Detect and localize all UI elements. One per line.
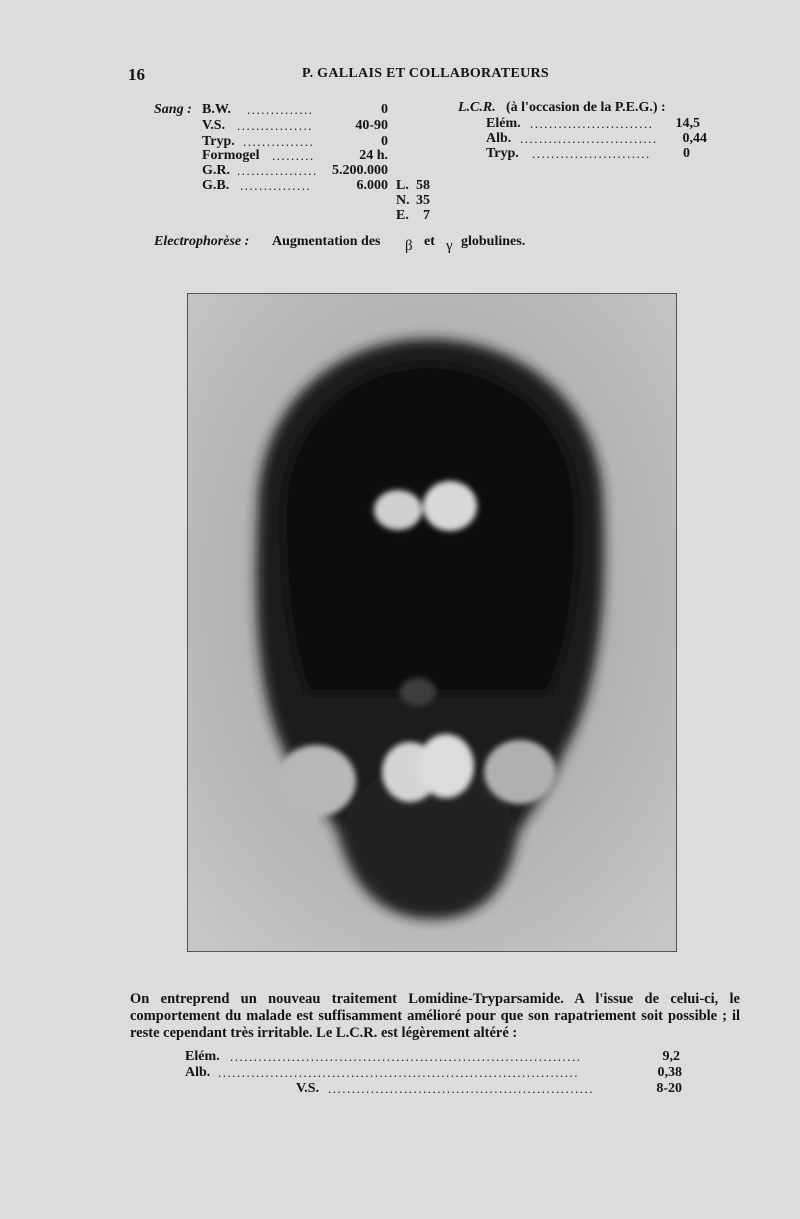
formula-value: 35 [416, 193, 430, 208]
blood-row-label: Formogel [202, 148, 260, 163]
lcr-row-value: 14,5 [675, 116, 700, 131]
blood-row-value: 0 [381, 134, 388, 149]
leader-dots: ......... [272, 148, 315, 163]
leader-dots: ......................... [532, 146, 651, 161]
skull-xray-image [187, 293, 677, 952]
result-label: Elém. [185, 1049, 220, 1064]
leader-dots: ................ [237, 118, 313, 133]
blood-row-value: 24 h. [359, 148, 388, 163]
formula-label: E. [396, 208, 409, 223]
formula-value: 7 [423, 208, 430, 223]
blood-row-value: 5.200.000 [332, 163, 388, 178]
lcr-row-label: Alb. [486, 131, 512, 146]
lcr-row-value: 0 [683, 146, 690, 161]
blood-row-label: B.W. [202, 102, 232, 117]
lcr-row-value: 0,44 [682, 131, 707, 146]
leader-dots: ........................................................ [328, 1081, 594, 1096]
result-label: V.S. [296, 1081, 320, 1096]
lcr-row-label: Elém. [486, 116, 521, 131]
beta-symbol: β [405, 238, 413, 254]
blood-row-label: G.R. [202, 163, 230, 178]
blood-row-label: G.B. [202, 178, 230, 193]
blood-row-label: Tryp. [202, 134, 235, 149]
leader-dots: ............... [243, 134, 315, 149]
result-label: Alb. [185, 1065, 211, 1080]
leader-dots: .............. [247, 102, 314, 117]
result-value: 8-20 [656, 1081, 682, 1096]
blood-row-value: 0 [381, 102, 388, 117]
electrophoresis-label: Electrophorèse : [154, 234, 250, 249]
lcr-heading: L.C.R. [458, 100, 496, 115]
blood-row-label: V.S. [202, 118, 226, 133]
leader-dots: .......................... [530, 116, 654, 131]
leader-dots: .......................................................................... [230, 1049, 582, 1064]
electrophoresis-and: et [424, 234, 435, 249]
blood-heading: Sang : [154, 102, 192, 117]
page-number: 16 [128, 65, 145, 84]
formula-label: N. [396, 193, 410, 208]
blood-row-value: 6.000 [356, 178, 388, 193]
formula-value: 58 [416, 178, 430, 193]
blood-row-value: 40-90 [355, 118, 388, 133]
body-paragraph: On entreprend un nouveau traitement Lomidine-Tryparsamide. A l'issue de celui-ci, le comportement du malade est suffisamment amélioré pour que son rapatriement soit possible ; il reste cependant très irritable. Le L.C.R. est légèrement altéré : [130, 991, 740, 1041]
lcr-heading-suffix: (à l'occasion de la P.E.G.) : [506, 100, 666, 115]
leader-dots: ................. [237, 163, 318, 178]
leader-dots: ............................................................................ [218, 1065, 579, 1080]
gamma-symbol: γ [446, 238, 453, 254]
formula-label: L. [396, 178, 409, 193]
lcr-row-label: Tryp. [486, 146, 519, 161]
result-value: 9,2 [662, 1049, 680, 1064]
electrophoresis-text: Augmentation des [272, 234, 381, 249]
result-value: 0,38 [657, 1065, 682, 1080]
running-title: P. GALLAIS ET COLLABORATEURS [302, 66, 549, 81]
electrophoresis-text-end: globulines. [461, 234, 526, 249]
leader-dots: ............... [240, 178, 312, 193]
leader-dots: ............................. [520, 131, 658, 146]
